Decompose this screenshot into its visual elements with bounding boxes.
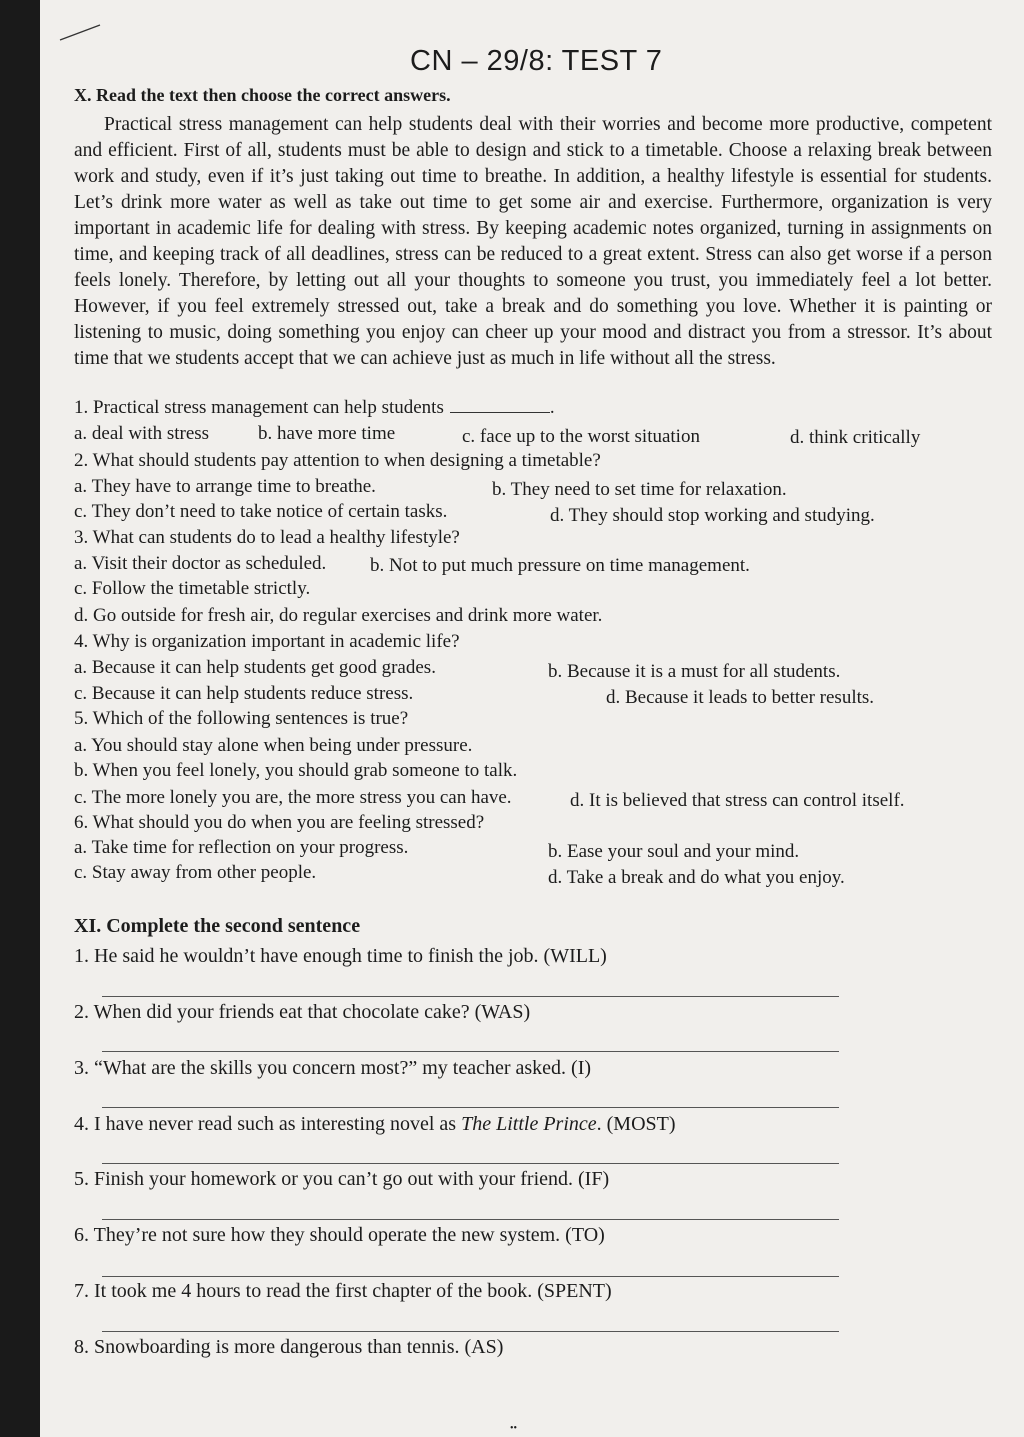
answer-line — [102, 1331, 839, 1332]
reading-passage: Practical stress management can help students deal with their worries and become more productive, competent and efficient. First of all, students must be able to design and stick to a timetable. Choose a relaxing break between work and study, even if it’s just taking out time to breathe. In addition, a healthy lifestyle is essential for students. Let’s drink more water as well as take out time to get some air and exercise. Furthermore, organization is very important in academic life for dealing with stress. By keeping academic notes organized, turning in assignments on time, and keeping track of all deadlines, stress can be reduced to a great extent. Stress can also get worse if a person feels lonely. Therefore, by letting out all your thoughts to someone you trust, you immediately feel a lot better. However, if you feel extremely stressed out, take a break and do something you love. Whether it is painting or listening to music, doing something you enjoy can cheer up your mood and distract you from a stressor. It’s about time that we students accept that we can achieve just as much in life without all the stress. — [74, 114, 992, 369]
q2-option-d: d. They should stop working and studying. — [550, 505, 875, 526]
q2-option-b: b. They need to set time for relaxation. — [492, 479, 787, 500]
question-4: 4. Why is organization important in academic life? — [74, 631, 460, 652]
question-2: 2. What should students pay attention to when designing a timetable? — [74, 450, 601, 471]
rewrite-item-6: 6. They’re not sure how they should operate the new system. (TO) — [74, 1224, 605, 1246]
page-title: CN – 29/8: TEST 7 — [410, 45, 663, 77]
rewrite-item-1: 1. He said he wouldn’t have enough time to finish the job. (WILL) — [74, 945, 607, 967]
question-1: 1. Practical stress management can help students . — [74, 397, 555, 418]
q4-option-a: a. Because it can help students get good grades. — [74, 657, 436, 678]
rewrite-item-7: 7. It took me 4 hours to read the first chapter of the book. (SPENT) — [74, 1280, 612, 1302]
q4-option-b: b. Because it is a must for all students. — [548, 661, 841, 682]
q3-option-c: c. Follow the timetable strictly. — [74, 578, 311, 599]
q3-option-d: d. Go outside for fresh air, do regular exercises and drink more water. — [74, 605, 603, 626]
answer-line — [102, 1276, 839, 1277]
book-title: The Little Prince — [461, 1113, 597, 1135]
q1-option-c: c. face up to the worst situation — [462, 426, 700, 447]
rewrite-item-2: 2. When did your friends eat that chocolate cake? (WAS) — [74, 1001, 531, 1023]
answer-line — [102, 996, 839, 997]
q4-option-c: c. Because it can help students reduce stress. — [74, 683, 414, 704]
rewrite-item-3: 3. “What are the skills you concern most?” my teacher asked. (I) — [74, 1057, 592, 1079]
question-5: 5. Which of the following sentences is true? — [74, 708, 409, 729]
q3-option-b: b. Not to put much pressure on time management. — [370, 555, 750, 576]
q6-option-b: b. Ease your soul and your mind. — [548, 841, 800, 862]
section-xi-heading: XI. Complete the second sentence — [74, 915, 361, 937]
answer-blank — [450, 398, 550, 413]
rewrite-item-4: 4. I have never read such as interesting novel as The Little Prince. (MOST) — [74, 1113, 676, 1135]
q6-option-d: d. Take a break and do what you enjoy. — [548, 867, 845, 888]
question-3: 3. What can students do to lead a healthy lifestyle? — [74, 527, 460, 548]
rewrite-item-5: 5. Finish your homework or you can’t go out with your friend. (IF) — [74, 1168, 610, 1190]
section-x-heading: X. Read the text then choose the correct answers. — [74, 85, 451, 105]
q1-option-d: d. think critically — [790, 427, 921, 448]
q2-option-a: a. They have to arrange time to breathe. — [74, 476, 376, 497]
q5-option-b: b. When you feel lonely, you should grab someone to talk. — [74, 760, 518, 781]
q5-option-c: c. The more lonely you are, the more stress you can have. — [74, 787, 512, 808]
answer-line — [102, 1219, 839, 1220]
page-mark: •• — [510, 1423, 518, 1434]
q6-option-a: a. Take time for reflection on your progress. — [74, 837, 409, 858]
q1-option-b: b. have more time — [258, 423, 396, 444]
q2-option-c: c. They don’t need to take notice of certain tasks. — [74, 501, 448, 522]
q1-option-a: a. deal with stress — [74, 423, 210, 444]
q6-option-c: c. Stay away from other people. — [74, 862, 317, 883]
q5-option-d: d. It is believed that stress can control itself. — [570, 790, 905, 811]
question-6: 6. What should you do when you are feeling stressed? — [74, 812, 485, 833]
check-mark-icon — [58, 22, 104, 42]
rewrite-item-8: 8. Snowboarding is more dangerous than tennis. (AS) — [74, 1336, 504, 1358]
q4-option-d: d. Because it leads to better results. — [606, 687, 875, 708]
answer-line — [102, 1163, 839, 1164]
q5-option-a: a. You should stay alone when being under pressure. — [74, 735, 473, 756]
answer-line — [102, 1107, 839, 1108]
answer-line — [102, 1051, 839, 1052]
q3-option-a: a. Visit their doctor as scheduled. — [74, 553, 327, 574]
